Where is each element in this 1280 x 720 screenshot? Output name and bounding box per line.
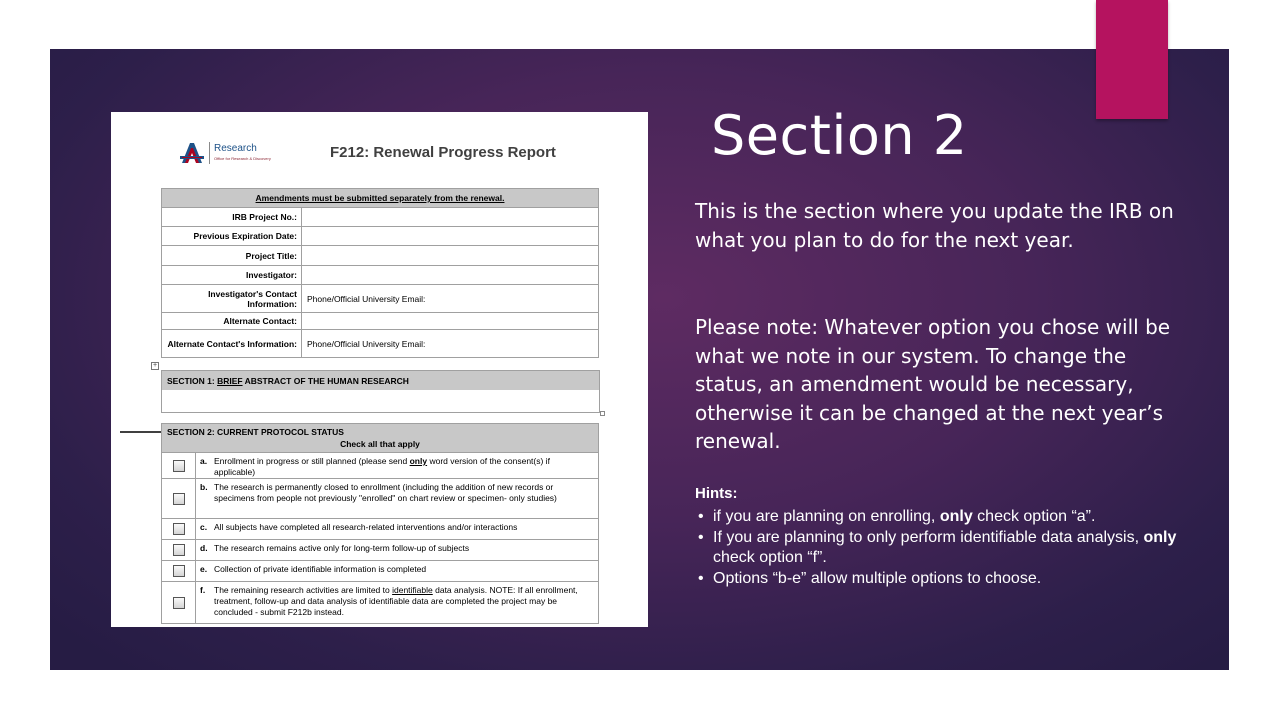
section1-body <box>162 390 599 412</box>
field-label: Alternate Contact: <box>162 313 302 330</box>
field-value <box>302 313 599 330</box>
field-label: Alternate Contact's Information: <box>162 330 302 358</box>
hints-list <box>695 507 1185 590</box>
bullet-icon: • <box>698 508 704 525</box>
field-value <box>302 266 599 285</box>
section2-box <box>161 423 599 624</box>
bullet-icon: • <box>698 529 704 546</box>
checkbox-f[interactable] <box>173 597 185 609</box>
status-option-e <box>162 561 598 582</box>
checkbox-d[interactable] <box>173 544 185 556</box>
option-letter: e. <box>200 564 208 574</box>
section1-box <box>161 370 600 413</box>
field-value: Phone/Official University Email: <box>302 330 599 358</box>
hints-label: Hints: <box>695 485 738 502</box>
status-option-d <box>162 540 598 561</box>
amendment-header: Amendments must be submitted separately from the renewal. <box>162 189 599 208</box>
section1-header: SECTION 1: BRIEF ABSTRACT OF THE HUMAN RESEARCH <box>162 371 599 390</box>
option-text: The research remains active only for long-term follow-up of subjects <box>214 543 470 553</box>
field-label: Project Title: <box>162 246 302 266</box>
option-text: Enrollment in progress or still planned (please send only word version of the consent(s) if applicable) <box>214 456 550 477</box>
form-screenshot <box>111 112 648 627</box>
field-label: Previous Expiration Date: <box>162 227 302 246</box>
slide-title: Section 2 <box>711 104 968 167</box>
option-letter: b. <box>200 482 208 492</box>
option-letter: f. <box>200 585 206 595</box>
bullet-icon: • <box>698 570 704 587</box>
section2-header: SECTION 2: CURRENT PROTOCOL STATUS <box>162 424 598 439</box>
field-label: Investigator's Contact Information: <box>162 285 302 313</box>
note-paragraph: Please note: Whatever option you chose will be what we note in our system. To change the status, an amendment would be necessary, otherwise it can be changed at the next year’s renewal. <box>695 315 1171 454</box>
accent-bar <box>1096 0 1168 119</box>
resize-handle-icon[interactable] <box>600 411 605 416</box>
field-label: Investigator: <box>162 266 302 285</box>
option-text: The remaining research activities are limited to identifiable data analysis. NOTE: If all enrollment, treatment, follow-up and data analysis of identifiable data are completed the project may be concluded - submit F212b instead. <box>214 585 578 617</box>
logo-subtitle: Office for Research & Discovery <box>214 156 271 161</box>
field-value <box>302 246 599 266</box>
intro-paragraph: This is the section where you update the IRB on what you plan to do for the next year. <box>695 199 1174 252</box>
form-header <box>111 112 648 188</box>
hint-item: • Options “b-e” allow multiple options to choose. <box>698 570 1042 587</box>
option-letter: a. <box>200 456 208 466</box>
logo-name: Research <box>214 143 257 154</box>
option-text: All subjects have completed all research-related interventions and/or interactions <box>214 522 518 532</box>
checkbox-a[interactable] <box>173 460 185 472</box>
field-label: IRB Project No.: <box>162 208 302 227</box>
hint-item: • if you are planning on enrolling, only check option “a”. <box>698 508 1096 525</box>
logo-divider <box>209 142 210 164</box>
option-letter: c. <box>200 522 208 532</box>
status-option-c <box>162 519 598 540</box>
checkbox-b[interactable] <box>173 493 185 505</box>
section2-subheader: Check all that apply <box>162 439 598 453</box>
field-value <box>302 227 599 246</box>
university-logo-icon <box>179 141 205 165</box>
project-info-table <box>161 188 599 358</box>
checkbox-c[interactable] <box>173 523 185 535</box>
hint-item: • If you are planning to only perform identifiable data analysis, only check option “f”. <box>698 529 1177 566</box>
form-title: F212: Renewal Progress Report <box>330 144 556 161</box>
status-option-f <box>162 582 598 623</box>
status-option-b <box>162 479 598 519</box>
option-text: The research is permanently closed to enrollment (including the addition of new records or specimens from people not previously "enrolled" on chart review or specimen- only studies) <box>214 482 557 503</box>
status-option-a <box>162 453 598 479</box>
checkbox-e[interactable] <box>173 565 185 577</box>
option-text: Collection of private identifiable information is completed <box>214 564 427 574</box>
field-value: Phone/Official University Email: <box>302 285 599 313</box>
table-move-handle-icon[interactable]: + <box>152 362 158 369</box>
field-value <box>302 208 599 227</box>
option-letter: d. <box>200 543 208 553</box>
